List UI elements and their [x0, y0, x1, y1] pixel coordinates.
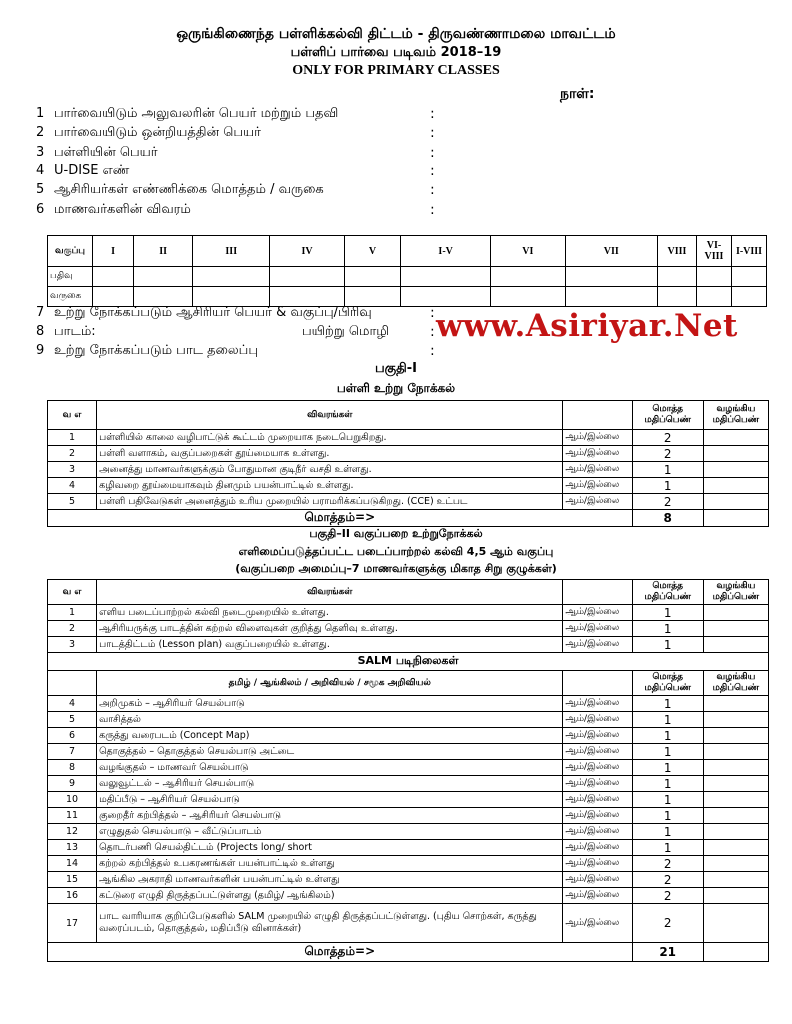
part2-sum-value: 21 [632, 943, 703, 962]
watermark: www.Asiriyar.Net [436, 308, 738, 344]
cell[interactable] [344, 267, 401, 287]
table-row: 3 அனைத்து மாணவர்களுக்கும் போதுமான குடிநீர் வசதி உள்ளது. ஆம்/இல்லை 1 [48, 462, 769, 478]
table-row: 15 ஆங்கில அகராதி மாணவர்களின் பயன்பாட்டில் உள்ளது ஆம்/இல்லை 2 [48, 872, 769, 888]
table-row: 2 ஆசிரியருக்கு பாடத்தின் கற்றல் விளைவுகள் குறித்து தெளிவு உள்ளது. ஆம்/இல்லை 1 [48, 621, 769, 637]
colon: : [430, 163, 435, 179]
part1-title: பகுதி-I [374, 361, 418, 376]
table-row: 11 குறைதீர் கற்பித்தல் – ஆசிரியர் செயல்பாடு ஆம்/இல்லை 1 [48, 808, 769, 824]
table-row: 5 வாசித்தல் ஆம்/இல்லை 1 [48, 712, 769, 728]
table-row: 7 தொகுத்தல் – தொகுத்தல் செயல்பாடு அட்டை ஆம்/இல்லை 1 [48, 744, 769, 760]
info-row-9: 9 உற்று நோக்கப்படும் பாட தலைப்பு [36, 343, 259, 358]
table-row: 8 வழங்குதல் – மாணவர் செயல்பாடு ஆம்/இல்லை 1 [48, 760, 769, 776]
medium-label: பயிற்று மொழி [302, 324, 390, 339]
class-head-cell: II [134, 236, 193, 267]
colon: : [430, 145, 435, 161]
class-head-cell: VIII [658, 236, 697, 267]
cell[interactable] [658, 267, 697, 287]
cell[interactable] [697, 267, 732, 287]
part1-sum-value: 8 [632, 510, 703, 527]
table-row: 4 அறிமுகம் – ஆசிரியர் செயல்பாடு ஆம்/இல்லை 1 [48, 696, 769, 712]
cell[interactable] [565, 267, 657, 287]
class-head-cell: VII [565, 236, 657, 267]
cell[interactable] [193, 267, 270, 287]
class-head-cell: I [93, 236, 134, 267]
part2-table [47, 579, 769, 962]
form-subtitle: பள்ளிப் பார்வை படிவம் 2018–19 [290, 45, 502, 60]
info-row-5: 5 ஆசிரியர்கள் எண்ணிக்கை மொத்தம் / வருகை [36, 182, 324, 197]
colon: : [430, 182, 435, 198]
cell[interactable] [93, 287, 134, 307]
table-row: 3 பாடத்திட்டம் (Lesson plan) வகுப்பறையில் உள்ளது. ஆம்/இல்லை 1 [48, 637, 769, 653]
cell[interactable] [134, 267, 193, 287]
cell[interactable] [658, 287, 697, 307]
cell[interactable] [93, 267, 134, 287]
answer-head [563, 401, 632, 430]
colon: : [430, 202, 435, 218]
info-row-7: 7 உற்று நோக்கப்படும் ஆசிரியர் பெயர் & வகுப்பு/பிரிவு [36, 305, 372, 320]
part1-sum-label: மொத்தம்=> [48, 510, 633, 527]
date-label: நாள்: [560, 86, 595, 102]
info-row-6: 6 மாணவர்களின் விவரம் [36, 202, 191, 217]
table-row: 6 கருத்து வரைபடம் (Concept Map) ஆம்/இல்லை 1 [48, 728, 769, 744]
table-row: 1 எளிய படைப்பாற்றல் கல்வி நடைமுறையில் உள்ளது. ஆம்/இல்லை 1 [48, 605, 769, 621]
part2-sum-label: மொத்தம்=> [48, 943, 633, 962]
info-row-3: 3 பள்ளியின் பெயர் [36, 145, 158, 160]
cell[interactable] [401, 267, 491, 287]
cell[interactable] [732, 267, 767, 287]
cell[interactable] [193, 287, 270, 307]
info-row-1: 1 பார்வையிடும் அலுவலரின் பெயர் மற்றும் பதவி [36, 106, 339, 121]
class-enrollment-table [47, 235, 767, 307]
info-row-2: 2 பார்வையிடும் ஒன்றியத்தின் பெயர் [36, 125, 261, 140]
cell[interactable] [134, 287, 193, 307]
primary-classes-label: ONLY FOR PRIMARY CLASSES [292, 63, 500, 78]
class-head-cell: V [344, 236, 401, 267]
table-row: 13 தொடர்பணி செயல்திட்டம் (Projects long/ short ஆம்/இல்லை 1 [48, 840, 769, 856]
part2-note: (வகுப்பறை அமைப்பு–7 மாணவர்களுக்கு மிகாத சிறு குழுக்கள்) [235, 562, 557, 575]
class-head-cell: I-V [401, 236, 491, 267]
cell[interactable] [565, 287, 657, 307]
cell[interactable] [732, 287, 767, 307]
salm-title: SALM படிநிலைகள் [48, 653, 769, 671]
form-header-title: ஒருங்கிணைந்த பள்ளிக்கல்வி திட்டம் - திருவண்ணாமலை மாவட்டம் [176, 26, 616, 42]
info-row-4: 4 U-DISE எண் [36, 163, 130, 178]
salm-total-head: மொத்த மதிப்பெண் [632, 671, 703, 696]
table-row: 1 பள்ளியில் காலை வழிபாட்டுக் கூட்டம் முறையாக நடைபெறுகிறது. ஆம்/இல்லை 2 [48, 430, 769, 446]
cell[interactable] [401, 287, 491, 307]
table-row: 17 பாட வாரியாக குறிப்பேடுகளில் SALM முறையில் எழுதி திருத்தப்பட்டுள்ளது. (புதிய சொற்கள், கருத்து வரைப்படம், தொகுத்தல், மதிப்பீடு வினாக்கள்) ஆம்/இல்லை 2 [48, 904, 769, 943]
colon: : [430, 324, 435, 340]
table-row: 10 மதிப்பீடு – ஆசிரியர் செயல்பாடு ஆம்/இல்லை 1 [48, 792, 769, 808]
total-head: மொத்த மதிப்பெண் [632, 401, 703, 430]
cell[interactable] [270, 287, 344, 307]
colon: : [430, 125, 435, 141]
table-row: 14 கற்றல் கற்பித்தல் உபகரணங்கள் பயன்பாட்டில் உள்ளது ஆம்/இல்லை 2 [48, 856, 769, 872]
salm-desc-head: தமிழ் / ஆங்கிலம் / அறிவியல் / சமூக அறிவியல் [97, 671, 563, 696]
class-head-cell: I-VIII [732, 236, 767, 267]
desc-head: விவரங்கள் [97, 580, 563, 605]
part1-subtitle: பள்ளி உற்று நோக்கல் [336, 381, 456, 395]
salm-rows [48, 696, 769, 943]
class-row-label: வருகை [48, 287, 93, 307]
class-head-cell: IV [270, 236, 344, 267]
cell[interactable] [491, 267, 565, 287]
sn-head: வ எ [48, 580, 97, 605]
given-head: வழங்கிய மதிப்பெண் [703, 401, 768, 430]
part1-table [47, 400, 769, 527]
salm-given-head: வழங்கிய மதிப்பெண் [703, 671, 768, 696]
desc-head: விவரங்கள் [97, 401, 563, 430]
colon: : [430, 305, 435, 321]
table-row: 4 கழிவறை தூய்மையாகவும் தினமும் பயன்பாட்டில் உள்ளது. ஆம்/இல்லை 1 [48, 478, 769, 494]
part2-title: பகுதி–II வகுப்பறை உற்றுநோக்கல் [309, 527, 483, 540]
table-row: 5 பள்ளி பதிவேடுகள் அனைத்தும் உரிய முறையில் பராமரிக்கப்படுகிறது. (CCE) உட்பட ஆம்/இல்லை 2 [48, 494, 769, 510]
cell[interactable] [344, 287, 401, 307]
part2-subtitle: எளிமைப்படுத்தப்பட்ட படைப்பாற்றல் கல்வி 4,5 ஆம் வகுப்பு [238, 545, 554, 558]
answer-head [563, 580, 632, 605]
class-head-cell: வகுப்பு [48, 236, 93, 267]
class-head-cell: VI-VIII [697, 236, 732, 267]
sn-head: வ எ [48, 401, 97, 430]
table-row: 2 பள்ளி வளாகம், வகுப்பறைகள் தூய்மையாக உள்ளது. ஆம்/இல்லை 2 [48, 446, 769, 462]
class-head-cell: VI [491, 236, 565, 267]
colon: : [430, 106, 435, 122]
colon: : [430, 343, 435, 359]
table-row: 9 வலுவூட்டல் – ஆசிரியர் செயல்பாடு ஆம்/இல்லை 1 [48, 776, 769, 792]
table-row: 12 எழுதுதல் செயல்பாடு – வீட்டுப்பாடம் ஆம்/இல்லை 1 [48, 824, 769, 840]
cell[interactable] [491, 287, 565, 307]
class-row-label: பதிவு [48, 267, 93, 287]
class-head-cell: III [193, 236, 270, 267]
info-row-8: 8 பாடம்: [36, 324, 96, 339]
cell[interactable] [270, 267, 344, 287]
total-head: மொத்த மதிப்பெண் [632, 580, 703, 605]
given-head: வழங்கிய மதிப்பெண் [703, 580, 768, 605]
table-row: 16 கட்டுரை எழுதி திருத்தப்பட்டுள்ளது (தமிழ்/ ஆங்கிலம்) ஆம்/இல்லை 2 [48, 888, 769, 904]
cell[interactable] [697, 287, 732, 307]
